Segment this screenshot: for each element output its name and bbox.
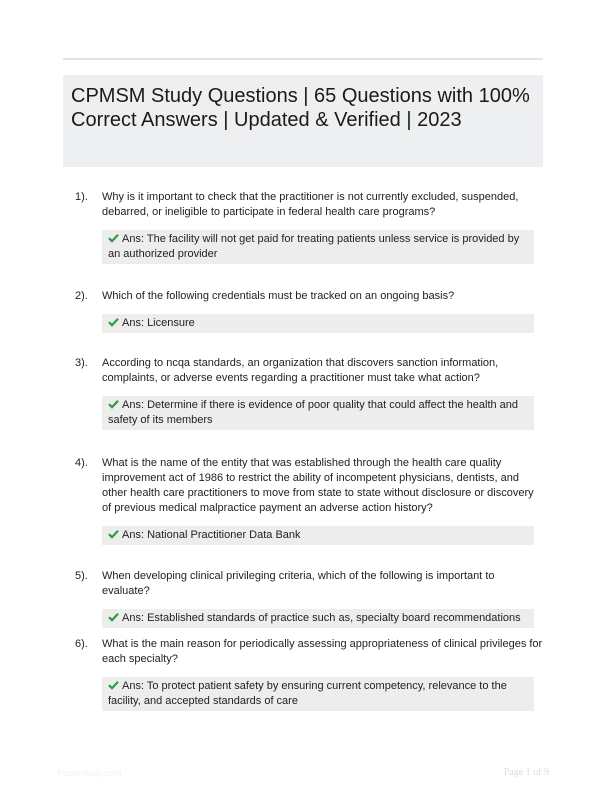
answer-box — [102, 230, 534, 264]
question-block-4 — [75, 456, 545, 545]
answer-text: Ans: To protect patient safety by ensuring current competency, relevance to the facility, and accepted standards of care — [108, 680, 507, 707]
question-block-3 — [75, 356, 545, 430]
question-text: Why is it important to check that the practitioner is not currently excluded, suspended, debarred, or ineligible to participate in federal health care programs? — [102, 191, 519, 218]
answer-box — [102, 396, 534, 430]
question-text: Which of the following credentials must be tracked on an ongoing basis? — [102, 290, 455, 302]
answer-box — [102, 314, 534, 333]
title-box — [63, 75, 543, 167]
check-icon — [108, 612, 119, 622]
question-number: 6). — [75, 638, 88, 650]
question-text: When developing clinical privileging criteria, which of the following is important to evaluate? — [102, 570, 495, 597]
check-icon — [108, 399, 119, 409]
page-number: Page 1 of 9 — [503, 767, 549, 778]
question-number: 1). — [75, 191, 88, 203]
question-block-6 — [75, 637, 545, 711]
answer-box — [102, 609, 534, 628]
check-icon — [108, 233, 119, 243]
answer-text: Ans: Licensure — [122, 317, 195, 329]
document-title: CPMSM Study Questions | 65 Questions with 100% Correct Answers | Updated & Verified | 2023 — [71, 85, 530, 131]
question-number: 2). — [75, 290, 88, 302]
check-icon — [108, 317, 119, 327]
check-icon — [108, 529, 119, 539]
answer-text: Ans: The facility will not get paid for treating patients unless service is provided by an authorized provider — [108, 233, 520, 260]
top-divider — [63, 58, 543, 60]
answer-text: Ans: National Practitioner Data Bank — [122, 529, 301, 541]
question-number: 3). — [75, 357, 88, 369]
question-text: What is the name of the entity that was established through the health care quality improvement act of 1986 to restrict the ability of incompetent physicians, dentists, and other health care practitioners to move from state to state without disclosure or discovery of previous medical malpractice payment an adverse action history? — [102, 457, 534, 514]
answer-box — [102, 526, 534, 545]
check-icon — [108, 680, 119, 690]
question-text: What is the main reason for periodically assessing appropriateness of clinical privileges for each specialty? — [102, 638, 543, 665]
question-number: 5). — [75, 570, 88, 582]
question-number: 4). — [75, 457, 88, 469]
answer-text: Ans: Established standards of practice such as, specialty board recommendations — [122, 612, 521, 624]
question-block-2 — [75, 289, 545, 333]
answer-text: Ans: Determine if there is evidence of poor quality that could affect the health and safety of its members — [108, 399, 519, 426]
question-text: According to ncqa standards, an organization that discovers sanction information, complaints, or adverse events regarding a practitioner must take what action? — [102, 357, 499, 384]
footer-watermark: Paperstudy.com — [57, 768, 122, 778]
question-block-5 — [75, 569, 545, 628]
answer-box — [102, 677, 534, 711]
question-block-1 — [75, 190, 545, 264]
